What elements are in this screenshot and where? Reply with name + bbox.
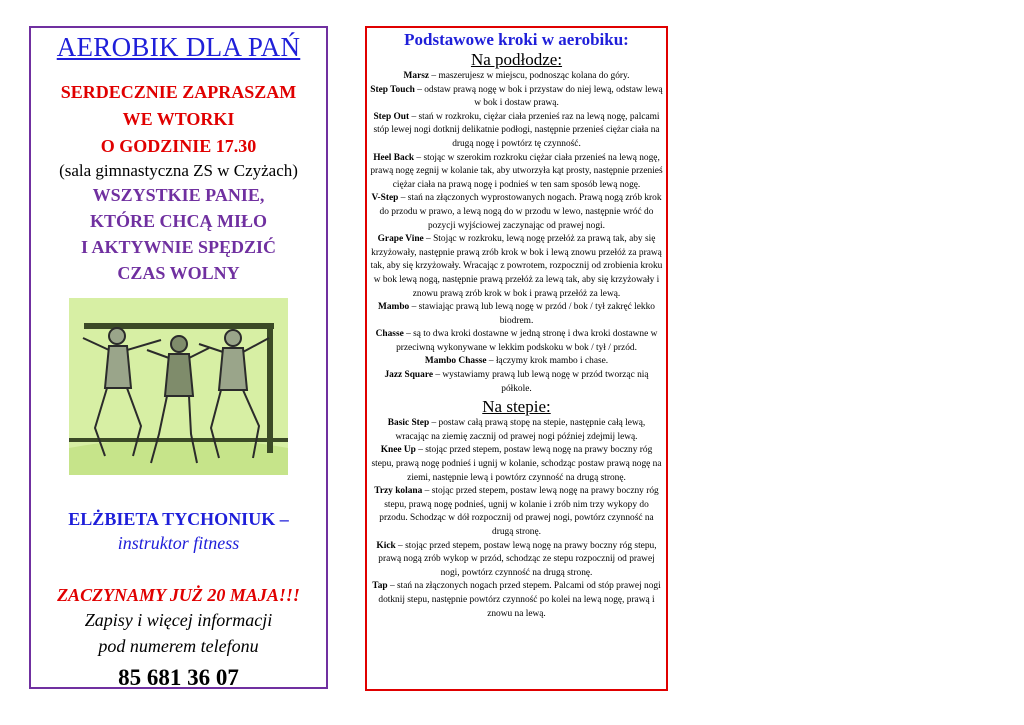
step-name: Tap xyxy=(372,581,388,592)
step-text: – stojąc przed stepem, postaw lewą nogę na prawy boczny róg stepu, prawą nogę podnieś, ugnij w kolanie i zrób nim trzy wykopy do przodu. Schodząc w dół rozpocznij od prawej nogi, powtórz czynność na drugą stronę. xyxy=(379,486,659,537)
step-description xyxy=(367,355,666,369)
invite-line-2: WE WTORKI xyxy=(122,109,235,129)
step-description xyxy=(367,301,666,328)
step-text: – Stojąc w rozkroku, lewą nogę przełóż za prawą tak, aby się krzyżowały, następnie prawą zrób krok w bok i lewą znowu przełóż za prawą tak, aby się krzyżowały. Wracając z powrotem, rozpocznij od zrobienia kroku w bok lewą nogą, następnie prawą przełóż za lewą tak, aby się krzyżowały i znowu prawą zrób krok w bok i prawą przełóż za lewą. xyxy=(370,234,663,299)
step-text: – łączymy krok mambo i chase. xyxy=(486,356,609,367)
step-description xyxy=(367,580,666,621)
floor-heading: Na podłodze: xyxy=(470,50,563,69)
step-description xyxy=(367,540,666,581)
step-description xyxy=(367,328,666,355)
step-description xyxy=(367,70,666,84)
step-name: Knee Up xyxy=(380,445,416,456)
step-name: Step Out xyxy=(373,111,410,122)
step-description xyxy=(367,417,666,444)
audience-line-1: WSZYSTKIE PANIE, xyxy=(92,185,265,205)
step-text: – stojąc w szerokim rozkroku ciężar ciała przenieś na lewą nogę, prawą nogę zegnij w kolanie tak, aby utworzyła kąt prosty, następnie przenieś ciężar ciała na prawą nogę i podnieś w ten sam sposób lewą nogę. xyxy=(370,152,663,190)
step-text: – stań na złączonych wyprostowanych nogach. Prawą nogą zrób krok do przodu w prawo, a lewą nogą do w przodu w lewo, następnie wróć do pozycji wyjściowej zaczynając od prawej nogi. xyxy=(379,193,662,231)
step-description xyxy=(367,485,666,539)
step-name: Kick xyxy=(376,540,396,551)
step-text: – maszerujesz w miejscu, podnosząc kolana do góry. xyxy=(429,71,630,81)
step-text: – są to dwa kroki dostawne w jedną stronę i dwa kroki dostawne w przeciwną wykonywane w lekkim podskoku w bok / tył / przód. xyxy=(396,329,658,353)
step-name: Heel Back xyxy=(373,152,415,163)
floor-steps-list xyxy=(367,70,666,396)
step-text: – stań na złączonych nogach przed stepem. Palcami od stóp prawej nogi dotknij stepu, następnie powtórz czynność po kolei na lewą nogę, prawą i znowu na lewą. xyxy=(378,581,661,619)
step-text: – odstaw prawą nogę w bok i przystaw do niej lewą, odstaw lewą w bok i dostaw prawą. xyxy=(414,84,663,109)
phone-number: 85 681 36 07 xyxy=(118,665,239,690)
step-text: – stojąc przed stepem, postaw lewą nogę na prawy boczny róg stepu, prawą nogę podnieś i ugnij w kolanie, schodząc postaw prawą nogę na ziemi, następnie lewą i powtórz czynność na drugą stronę. xyxy=(371,445,662,483)
poster-title: AEROBIK DLA PAŃ xyxy=(56,32,301,62)
step-name: V-Step xyxy=(371,193,399,204)
step-name: Trzy kolana xyxy=(374,486,423,497)
step-name: Grape Vine xyxy=(377,234,424,245)
step-name: Basic Step xyxy=(387,418,430,429)
step-name: Jazz Square xyxy=(384,370,433,381)
step-name: Step Touch xyxy=(370,84,415,95)
left-panel xyxy=(29,26,328,689)
start-date: ZACZYNAMY JUŻ 20 MAJA!!! xyxy=(57,585,300,605)
step-steps-list xyxy=(367,417,666,621)
step-description xyxy=(367,444,666,485)
step-description xyxy=(367,84,666,111)
step-heading: Na stepie: xyxy=(482,397,551,417)
step-name: Marsz xyxy=(403,71,430,81)
step-name: Mambo xyxy=(378,302,410,313)
invite-time: O GODZINIE 17.30 xyxy=(100,136,257,156)
step-description xyxy=(367,233,666,301)
step-description xyxy=(367,192,666,233)
step-description xyxy=(367,369,666,396)
dancers-clipart-icon xyxy=(69,298,288,475)
step-name: Chasse xyxy=(375,329,404,340)
audience-line-4: CZAS WOLNY xyxy=(117,263,240,283)
step-text: – stawiając prawą lub lewą nogę w przód / bok / tył zakręć lekko biodrem. xyxy=(409,302,655,326)
instructor-role: instruktor fitness xyxy=(117,533,240,553)
step-text: – wystawiamy prawą lub lewą nogę w przód tworząc nią półkole. xyxy=(432,370,649,394)
instructor-name: ELŻBIETA TYCHONIUK – xyxy=(68,509,289,529)
audience-line-2: KTÓRE CHCĄ MIŁO xyxy=(89,211,267,231)
step-name: Mambo Chasse xyxy=(424,356,487,367)
location-text: (sala gimnastyczna ZS w Czyżach) xyxy=(59,161,298,180)
invite-line-1: SERDECZNIE ZAPRASZAM xyxy=(60,82,297,102)
audience-line-3: I AKTYWNIE SPĘDZIĆ xyxy=(80,237,277,257)
step-text: – stań w rozkroku, ciężar ciała przenieś raz na lewą nogę, palcami stóp lewej nogi dotknij delikatnie podłogi, następnie przenieś ciężar ciała na drugą nogę i powtórz tę czynność. xyxy=(373,111,660,149)
step-text: – stojąc przed stepem, postaw lewą nogę na prawy boczny róg stepu, prawą nogą zrób wykop w przód, schodząc ze stepu rozpocznij od prawej nogi, powtórz czynność na drugą stronę. xyxy=(378,540,657,578)
step-description xyxy=(367,111,666,152)
right-panel xyxy=(365,26,668,691)
step-description xyxy=(367,152,666,193)
info-line-2: pod numerem telefonu xyxy=(98,636,259,656)
steps-title: Podstawowe kroki w aerobiku: xyxy=(404,30,629,49)
step-text: – postaw całą prawą stopę na stepie, następnie całą lewą, wracając na ziemię zacznij od prawej nogi później zdejmij lewą. xyxy=(395,418,646,442)
info-line-1: Zapisy i więcej informacji xyxy=(84,610,273,630)
